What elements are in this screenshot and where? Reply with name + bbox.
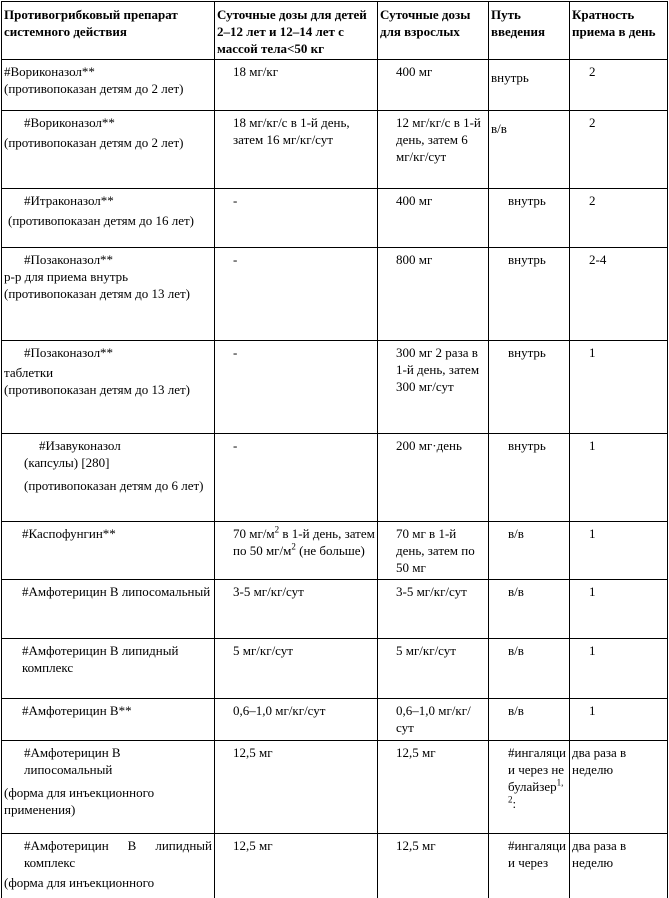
drug-cell: #Амфотерицин В липидный комплекс [2, 639, 215, 699]
superscript: 2 [291, 541, 296, 552]
table-row [2, 248, 668, 341]
drug-note: (форма для инъекционного применения) [4, 785, 155, 817]
child-dose-cell: 12,5 мг [215, 834, 378, 898]
frequency-cell: 2 [570, 111, 668, 189]
drug-cell [2, 741, 215, 834]
adult-dose-cell: 70 мг в 1-й день, затем по 50 мг [378, 522, 489, 580]
drug-name: #Вориконазол** [4, 64, 95, 79]
drug-note: (противопоказан детям до 13 лет) [4, 286, 190, 301]
adult-dose-cell: 12,5 мг [378, 741, 489, 834]
drug-name: #Позаконазол** [24, 252, 114, 267]
child-dose-cell: 18 мг/кг/с в 1-й день, затем 16 мг/кг/сут [215, 111, 378, 189]
drug-note: (противопоказан детям до 6 лет) [24, 478, 204, 493]
adult-dose-cell: 0,6–1,0 мг/кг/сут [378, 699, 489, 741]
drug-cell: #Амфотерицин В липосомальный [2, 580, 215, 639]
drug-cell [2, 111, 215, 189]
child-dose-part: в 1-й день, затем по 50 мг/м [233, 526, 375, 558]
drug-form: (капсулы) [280] [24, 455, 110, 470]
drug-cell [2, 248, 215, 341]
route-cell: внутрь [489, 248, 570, 341]
frequency-cell: 2-4 [570, 248, 668, 341]
header-frequency: Кратность приема в день [570, 2, 668, 60]
drug-cell [2, 341, 215, 434]
drug-name: #Изавуконазол [39, 438, 121, 453]
frequency-cell: 2 [570, 60, 668, 111]
superscript: 2 [274, 524, 280, 535]
drug-note: (противопоказан детям до 2 лет) [4, 81, 184, 96]
route-cell: внутрь [489, 189, 570, 248]
table-row [2, 580, 668, 639]
header-drug: Противогрибковый препарат системного действия [2, 2, 215, 60]
frequency-cell: 2 [570, 189, 668, 248]
adult-dose-cell: 400 мг [378, 60, 489, 111]
frequency-cell: 1 [570, 699, 668, 741]
adult-dose-cell: 12 мг/кг/с в 1-й день, затем 6 мг/кг/сут [378, 111, 489, 189]
child-dose-cell: 5 мг/кг/сут [215, 639, 378, 699]
drug-cell [2, 60, 215, 111]
drug-cell [2, 189, 215, 248]
table-row [2, 341, 668, 434]
drug-name: #Амфотерицин В липосомальный [24, 745, 121, 777]
adult-dose-cell: 300 мг 2 раза в 1-й день, затем 300 мг/сут [378, 341, 489, 434]
drug-name: #Амфотерицин В липидный комплекс [24, 838, 212, 870]
child-dose-cell: 0,6–1,0 мг/кг/сут [215, 699, 378, 741]
route-cell: внутрь [489, 341, 570, 434]
drug-name: #Итраконазол** [24, 193, 114, 208]
frequency-cell: 1 [570, 341, 668, 434]
adult-dose-cell: 12,5 мг [378, 834, 489, 898]
header-route: Путь введения [489, 2, 570, 60]
adult-dose-cell: 200 мг·день [378, 434, 489, 522]
route-cell [489, 741, 570, 834]
adult-dose-cell: 400 мг [378, 189, 489, 248]
child-dose-cell: - [215, 248, 378, 341]
route-cell: в/в [489, 639, 570, 699]
adult-dose-cell: 800 мг [378, 248, 489, 341]
table-row [2, 522, 668, 580]
frequency-cell: 1 [570, 580, 668, 639]
drug-note: (противопоказан детям до 13 лет) [4, 382, 190, 397]
adult-dose-cell: 5 мг/кг/сут [378, 639, 489, 699]
table-row [2, 639, 668, 699]
child-dose-cell: 12,5 мг [215, 741, 378, 834]
child-dose-part: 70 мг/м [233, 526, 275, 541]
drug-cell [2, 834, 215, 898]
drug-note: (противопоказан детям до 16 лет) [8, 213, 194, 228]
child-dose-cell: - [215, 341, 378, 434]
route-text: в/в [491, 121, 507, 136]
route-cell: #ингаляции через [489, 834, 570, 898]
table-row [2, 189, 668, 248]
frequency-cell: два раза в неделю [570, 834, 668, 898]
table-row [2, 741, 668, 834]
route-cell: в/в [489, 580, 570, 639]
drug-cell: #Амфотерицин В** [2, 699, 215, 741]
drug-form: р-р для приема внутрь [4, 269, 129, 284]
adult-dose-cell: 3-5 мг/кг/сут [378, 580, 489, 639]
child-dose-cell: 3-5 мг/кг/сут [215, 580, 378, 639]
drug-name: #Каспофунгин** [22, 526, 116, 541]
frequency-cell: два раза в неделю [570, 741, 668, 834]
table-header-row [2, 2, 668, 60]
drug-note: (форма для инъекционного [4, 875, 155, 890]
child-dose-cell [215, 522, 378, 580]
header-adult-dose: Суточные дозы для взрослых [378, 2, 489, 60]
frequency-cell: 1 [570, 434, 668, 522]
child-dose-cell: - [215, 189, 378, 248]
drug-cell [2, 434, 215, 522]
antifungal-dosing-table [1, 1, 668, 898]
child-dose-cell: - [215, 434, 378, 522]
route-text: внутрь [491, 70, 529, 85]
route-cell: в/в [489, 699, 570, 741]
drug-name: #Позаконазол** [24, 345, 114, 360]
table-row [2, 60, 668, 111]
table-row [2, 699, 668, 741]
frequency-cell: 1 [570, 522, 668, 580]
header-child-dose: Суточные дозы для детей 2–12 лет и 12–14 лет с массой тела<50 кг [215, 2, 378, 60]
drug-form: таблетки [4, 365, 54, 380]
route-cell [489, 60, 570, 111]
route-cell [489, 111, 570, 189]
route-text: : [512, 796, 517, 811]
drug-name: #Вориконазол** [24, 115, 115, 130]
route-cell: внутрь [489, 434, 570, 522]
drug-cell [2, 522, 215, 580]
table-row [2, 111, 668, 189]
table-row [2, 434, 668, 522]
superscript: 1,2 [508, 777, 564, 805]
drug-note: (противопоказан детям до 2 лет) [4, 135, 184, 150]
child-dose-part: (не больше) [295, 543, 365, 558]
route-cell: в/в [489, 522, 570, 580]
table-row [2, 834, 668, 898]
route-text: #ингаляции через небулайзер [508, 745, 567, 794]
child-dose-cell: 18 мг/кг [215, 60, 378, 111]
frequency-cell: 1 [570, 639, 668, 699]
